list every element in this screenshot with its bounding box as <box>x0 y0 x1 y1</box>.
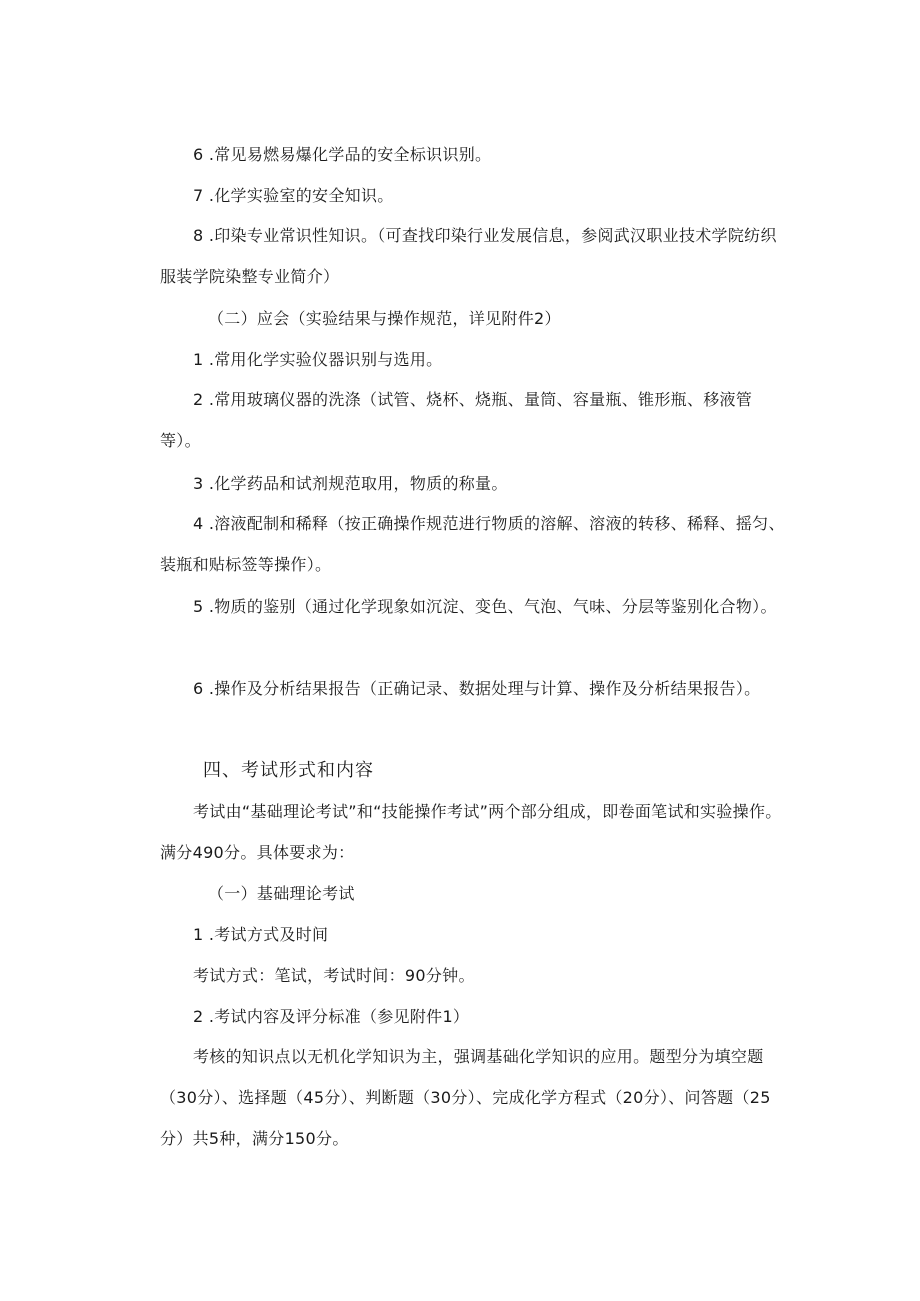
skill-item-1: 1 .常用化学实验仪器识别与选用。 <box>193 350 443 369</box>
skill-item-5: 5 .物质的鉴别（通过化学现象如沉淀、变色、气泡、气味、分层等鉴别化合物）。 <box>193 597 777 616</box>
skill-item-2: 2 .常用玻璃仪器的洗涤（试管、烧杯、烧瓶、量筒、容量瓶、锥形瓶、移液管等）。 <box>160 390 753 450</box>
section-4-heading: 四、考试形式和内容 <box>203 760 374 781</box>
skill-item-6: 6 .操作及分析结果报告（正确记录、数据处理与计算、操作及分析结果报告）。 <box>193 679 761 698</box>
section-skills-title: （二）应会（实验结果与操作规范，详见附件2） <box>208 309 561 328</box>
exam-theory-item-1-text: 考试方式：笔试，考试时间：90分钟。 <box>193 966 475 985</box>
knowledge-item-8: 8 .印染专业常识性知识。（可查找印染行业发展信息，参阅武汉职业技术学院纺织服装学院染整专业简介） <box>160 226 777 286</box>
knowledge-item-6: 6 .常见易燃易爆化学品的安全标识识别。 <box>193 145 492 164</box>
knowledge-item-7: 7 .化学实验室的安全知识。 <box>193 186 394 205</box>
exam-theory-item-2: 2 .考试内容及评分标准（参见附件1） <box>193 1007 470 1026</box>
skill-item-4: 4 .溶液配制和稀释（按正确操作规范进行物质的溶解、溶液的转移、稀释、摇匀、装瓶和贴标签等操作）。 <box>160 514 785 574</box>
exam-theory-item-2-text: 考核的知识点以无机化学知识为主，强调基础化学知识的应用。题型分为填空题（30分）、选择题（45分）、判断题（30分）、完成化学方程式（20分）、问答题（25分）共5种，满分150分。 <box>160 1047 771 1148</box>
exam-theory-item-1: 1 .考试方式及时间 <box>193 925 329 944</box>
exam-intro-paragraph: 考试由“基础理论考试”和“技能操作考试”两个部分组成，即卷面笔试和实验操作。满分490分。具体要求为： <box>160 802 782 862</box>
skill-item-3: 3 .化学药品和试剂规范取用，物质的称量。 <box>193 474 508 493</box>
exam-theory-title: （一）基础理论考试 <box>208 884 355 903</box>
